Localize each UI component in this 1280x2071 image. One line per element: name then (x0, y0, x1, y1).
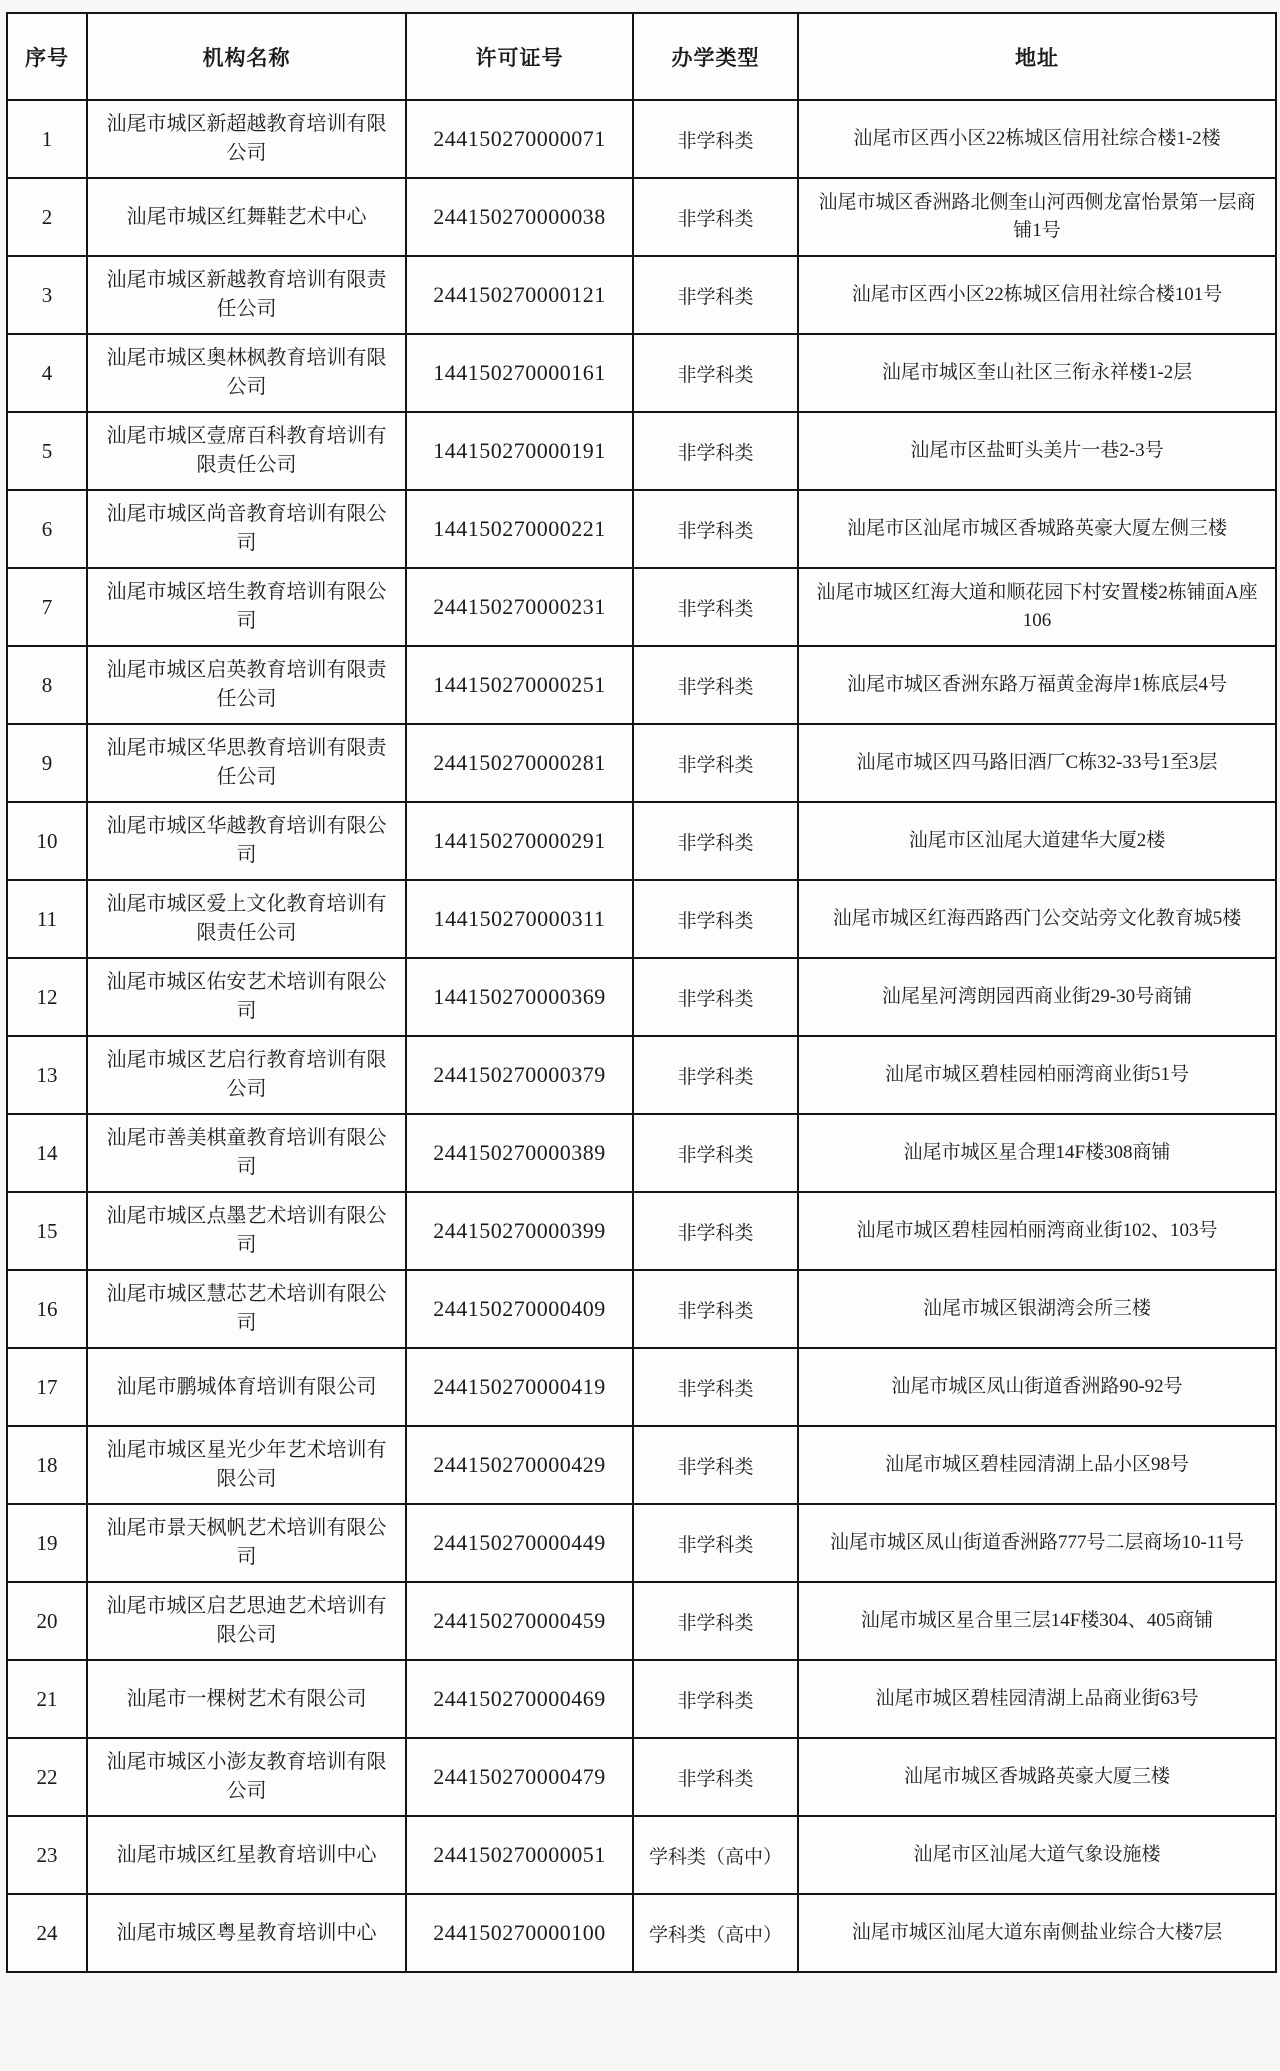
table-row (7, 256, 1276, 334)
table-row (7, 1894, 1276, 1972)
address-cell: 汕尾市城区银湖湾会所三楼 (798, 1270, 1276, 1348)
license-number-cell: 244150270000419 (406, 1348, 633, 1426)
address-cell: 汕尾市城区香洲东路万福黄金海岸1栋底层4号 (798, 646, 1276, 724)
table-row (7, 1738, 1276, 1816)
institution-name-cell: 汕尾市城区尚音教育培训有限公司 (87, 490, 406, 568)
school-type-cell: 非学科类 (633, 1738, 798, 1816)
address-cell: 汕尾市城区香城路英豪大厦三楼 (798, 1738, 1276, 1816)
license-number-cell: 244150270000429 (406, 1426, 633, 1504)
row-number-cell: 16 (7, 1270, 87, 1348)
license-number-cell: 144150270000251 (406, 646, 633, 724)
institution-name-cell: 汕尾市鹏城体育培训有限公司 (87, 1348, 406, 1426)
license-number-cell: 244150270000121 (406, 256, 633, 334)
school-type-cell: 非学科类 (633, 1426, 798, 1504)
school-type-cell: 非学科类 (633, 568, 798, 646)
license-number-cell: 144150270000191 (406, 412, 633, 490)
school-type-cell: 学科类（高中） (633, 1816, 798, 1894)
license-number-cell: 244150270000399 (406, 1192, 633, 1270)
row-number-cell: 8 (7, 646, 87, 724)
table-body (7, 100, 1276, 1972)
table-row (7, 490, 1276, 568)
institution-name-cell: 汕尾市城区培生教育培训有限公司 (87, 568, 406, 646)
license-number-cell: 244150270000051 (406, 1816, 633, 1894)
license-number-cell: 144150270000221 (406, 490, 633, 568)
institution-name-cell: 汕尾市善美棋童教育培训有限公司 (87, 1114, 406, 1192)
license-number-cell: 244150270000469 (406, 1660, 633, 1738)
address-cell: 汕尾市城区汕尾大道东南侧盐业综合大楼7层 (798, 1894, 1276, 1972)
address-cell: 汕尾市区西小区22栋城区信用社综合楼101号 (798, 256, 1276, 334)
table-row (7, 100, 1276, 178)
address-cell: 汕尾市区汕尾大道气象设施楼 (798, 1816, 1276, 1894)
institution-name-cell: 汕尾市城区红星教育培训中心 (87, 1816, 406, 1894)
address-cell: 汕尾市城区红海西路西门公交站旁文化教育城5楼 (798, 880, 1276, 958)
header-institution-name: 机构名称 (87, 13, 406, 100)
row-number-cell: 12 (7, 958, 87, 1036)
institution-name-cell: 汕尾市城区慧芯艺术培训有限公司 (87, 1270, 406, 1348)
institution-name-cell: 汕尾市城区新越教育培训有限责任公司 (87, 256, 406, 334)
row-number-cell: 17 (7, 1348, 87, 1426)
school-type-cell: 非学科类 (633, 646, 798, 724)
institution-name-cell: 汕尾市城区华思教育培训有限责任公司 (87, 724, 406, 802)
header-school-type: 办学类型 (633, 13, 798, 100)
institution-name-cell: 汕尾市城区启英教育培训有限责任公司 (87, 646, 406, 724)
license-number-cell: 244150270000459 (406, 1582, 633, 1660)
school-type-cell: 非学科类 (633, 880, 798, 958)
institution-name-cell: 汕尾市城区启艺思迪艺术培训有限公司 (87, 1582, 406, 1660)
institution-name-cell: 汕尾市城区艺启行教育培训有限公司 (87, 1036, 406, 1114)
school-type-cell: 非学科类 (633, 256, 798, 334)
license-number-cell: 244150270000038 (406, 178, 633, 256)
license-number-cell: 144150270000369 (406, 958, 633, 1036)
license-number-cell: 244150270000100 (406, 1894, 633, 1972)
school-type-cell: 非学科类 (633, 724, 798, 802)
header-row (7, 13, 1276, 100)
school-type-cell: 非学科类 (633, 1504, 798, 1582)
row-number-cell: 1 (7, 100, 87, 178)
institution-table-container (6, 12, 1275, 1973)
license-number-cell: 244150270000281 (406, 724, 633, 802)
institution-name-cell: 汕尾市城区华越教育培训有限公司 (87, 802, 406, 880)
row-number-cell: 24 (7, 1894, 87, 1972)
row-number-cell: 18 (7, 1426, 87, 1504)
row-number-cell: 20 (7, 1582, 87, 1660)
row-number-cell: 23 (7, 1816, 87, 1894)
license-number-cell: 244150270000409 (406, 1270, 633, 1348)
address-cell: 汕尾市城区奎山社区三衔永祥楼1-2层 (798, 334, 1276, 412)
table-row (7, 1426, 1276, 1504)
license-number-cell: 244150270000449 (406, 1504, 633, 1582)
row-number-cell: 3 (7, 256, 87, 334)
address-cell: 汕尾市城区碧桂园柏丽湾商业街51号 (798, 1036, 1276, 1114)
license-number-cell: 244150270000379 (406, 1036, 633, 1114)
institution-name-cell: 汕尾市城区红舞鞋艺术中心 (87, 178, 406, 256)
school-type-cell: 学科类（高中） (633, 1894, 798, 1972)
license-number-cell: 244150270000479 (406, 1738, 633, 1816)
school-type-cell: 非学科类 (633, 958, 798, 1036)
table-row (7, 1114, 1276, 1192)
school-type-cell: 非学科类 (633, 490, 798, 568)
institution-name-cell: 汕尾市城区新超越教育培训有限公司 (87, 100, 406, 178)
school-type-cell: 非学科类 (633, 1192, 798, 1270)
table-row (7, 958, 1276, 1036)
table-row (7, 1036, 1276, 1114)
license-number-cell: 244150270000071 (406, 100, 633, 178)
row-number-cell: 13 (7, 1036, 87, 1114)
table-row (7, 1192, 1276, 1270)
address-cell: 汕尾市城区凤山街道香洲路90-92号 (798, 1348, 1276, 1426)
license-number-cell: 244150270000389 (406, 1114, 633, 1192)
address-cell: 汕尾市城区红海大道和顺花园下村安置楼2栋铺面A座106 (798, 568, 1276, 646)
table-header (7, 13, 1276, 100)
table-row (7, 568, 1276, 646)
table-row (7, 1270, 1276, 1348)
school-type-cell: 非学科类 (633, 802, 798, 880)
school-type-cell: 非学科类 (633, 1582, 798, 1660)
address-cell: 汕尾市城区香洲路北侧奎山河西侧龙富怡景第一层商铺1号 (798, 178, 1276, 256)
address-cell: 汕尾市区盐町头美片一巷2-3号 (798, 412, 1276, 490)
address-cell: 汕尾市城区碧桂园柏丽湾商业街102、103号 (798, 1192, 1276, 1270)
institution-name-cell: 汕尾市城区奥林枫教育培训有限公司 (87, 334, 406, 412)
row-number-cell: 4 (7, 334, 87, 412)
table-row (7, 178, 1276, 256)
table-row (7, 1504, 1276, 1582)
address-cell: 汕尾市城区凤山街道香洲路777号二层商场10-11号 (798, 1504, 1276, 1582)
row-number-cell: 21 (7, 1660, 87, 1738)
table-row (7, 880, 1276, 958)
address-cell: 汕尾市城区碧桂园清湖上品商业街63号 (798, 1660, 1276, 1738)
address-cell: 汕尾市城区星合理14F楼308商铺 (798, 1114, 1276, 1192)
license-number-cell: 244150270000231 (406, 568, 633, 646)
row-number-cell: 14 (7, 1114, 87, 1192)
institution-name-cell: 汕尾市城区爱上文化教育培训有限责任公司 (87, 880, 406, 958)
address-cell: 汕尾市区西小区22栋城区信用社综合楼1-2楼 (798, 100, 1276, 178)
school-type-cell: 非学科类 (633, 100, 798, 178)
address-cell: 汕尾市城区碧桂园清湖上品小区98号 (798, 1426, 1276, 1504)
table-row (7, 802, 1276, 880)
header-address: 地址 (798, 13, 1276, 100)
header-license-number: 许可证号 (406, 13, 633, 100)
row-number-cell: 2 (7, 178, 87, 256)
address-cell: 汕尾市城区四马路旧酒厂C栋32-33号1至3层 (798, 724, 1276, 802)
row-number-cell: 5 (7, 412, 87, 490)
school-type-cell: 非学科类 (633, 1114, 798, 1192)
table-row (7, 1348, 1276, 1426)
school-type-cell: 非学科类 (633, 178, 798, 256)
header-serial-number: 序号 (7, 13, 87, 100)
school-type-cell: 非学科类 (633, 412, 798, 490)
institution-name-cell: 汕尾市城区星光少年艺术培训有限公司 (87, 1426, 406, 1504)
table-row (7, 646, 1276, 724)
school-type-cell: 非学科类 (633, 1036, 798, 1114)
row-number-cell: 7 (7, 568, 87, 646)
table-row (7, 334, 1276, 412)
school-type-cell: 非学科类 (633, 1348, 798, 1426)
row-number-cell: 19 (7, 1504, 87, 1582)
address-cell: 汕尾市城区星合里三层14F楼304、405商铺 (798, 1582, 1276, 1660)
row-number-cell: 9 (7, 724, 87, 802)
row-number-cell: 6 (7, 490, 87, 568)
school-type-cell: 非学科类 (633, 334, 798, 412)
institution-name-cell: 汕尾市城区壹席百科教育培训有限责任公司 (87, 412, 406, 490)
institution-name-cell: 汕尾市一棵树艺术有限公司 (87, 1660, 406, 1738)
table-row (7, 1816, 1276, 1894)
institution-name-cell: 汕尾市城区佑安艺术培训有限公司 (87, 958, 406, 1036)
license-number-cell: 144150270000291 (406, 802, 633, 880)
table-row (7, 1660, 1276, 1738)
row-number-cell: 10 (7, 802, 87, 880)
table-row (7, 724, 1276, 802)
school-type-cell: 非学科类 (633, 1270, 798, 1348)
table-row (7, 1582, 1276, 1660)
institution-name-cell: 汕尾市城区小澎友教育培训有限公司 (87, 1738, 406, 1816)
institution-name-cell: 汕尾市城区粤星教育培训中心 (87, 1894, 406, 1972)
school-type-cell: 非学科类 (633, 1660, 798, 1738)
table-row (7, 412, 1276, 490)
institution-name-cell: 汕尾市景天枫帆艺术培训有限公司 (87, 1504, 406, 1582)
row-number-cell: 22 (7, 1738, 87, 1816)
license-number-cell: 144150270000161 (406, 334, 633, 412)
institution-license-table (6, 12, 1277, 1973)
row-number-cell: 15 (7, 1192, 87, 1270)
address-cell: 汕尾市区汕尾大道建华大厦2楼 (798, 802, 1276, 880)
address-cell: 汕尾星河湾朗园西商业街29-30号商铺 (798, 958, 1276, 1036)
row-number-cell: 11 (7, 880, 87, 958)
license-number-cell: 144150270000311 (406, 880, 633, 958)
institution-name-cell: 汕尾市城区点墨艺术培训有限公司 (87, 1192, 406, 1270)
address-cell: 汕尾市区汕尾市城区香城路英豪大厦左侧三楼 (798, 490, 1276, 568)
